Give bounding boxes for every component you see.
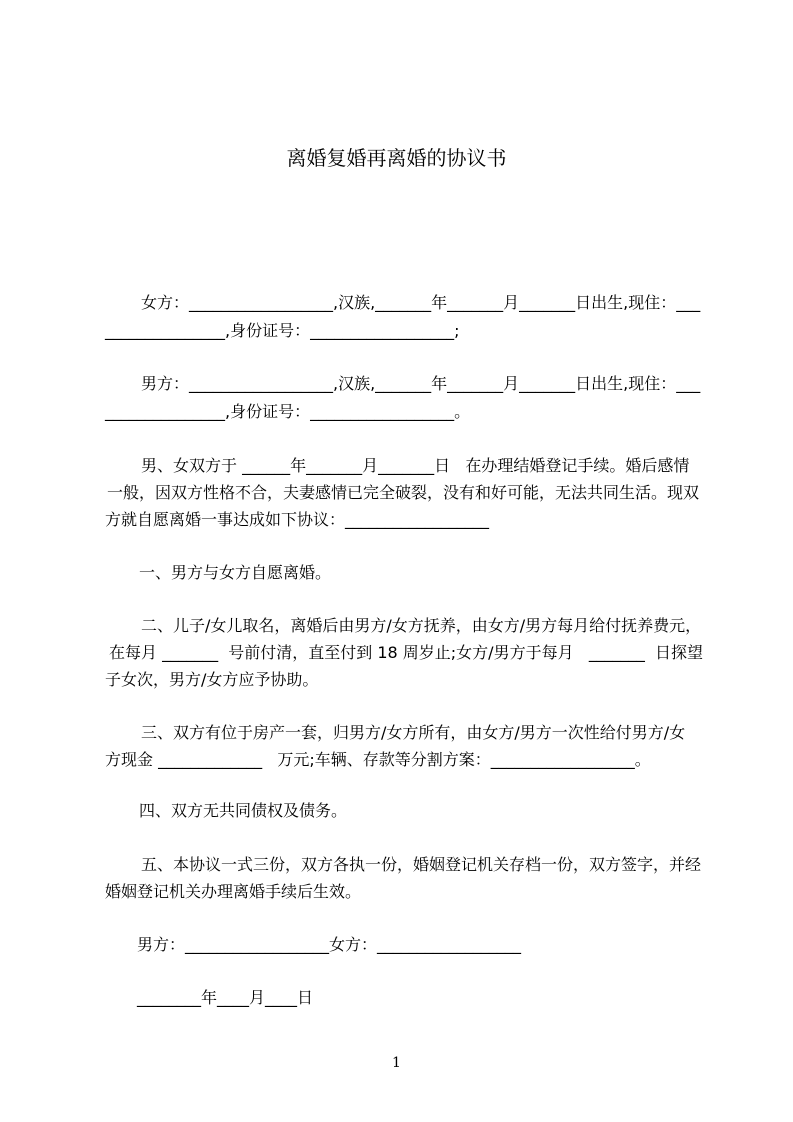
clause-4: 四、双方无共同债权及债务。 <box>139 801 348 820</box>
document-title: 离婚复婚再离婚的协议书 <box>286 146 507 170</box>
male-info-line1: 男方：__________________,汉族,_______年_______月_______日出生,现住：___ <box>141 374 701 393</box>
clause-1: 一、男方与女方自愿离婚。 <box>139 563 332 582</box>
female-info-line1: 女方：__________________,汉族,_______年_______月_______日出生,现住：___ <box>141 293 701 312</box>
clause-5-line2: 婚姻登记机关办理离婚手续后生效。 <box>105 882 362 901</box>
clause-5-line1: 五、本协议一式三份，双方各执一份，婚姻登记机关存档一份，双方签字，并经 <box>141 855 702 874</box>
page-number: 1 <box>392 1055 401 1071</box>
clause-3-line1: 三、双方有位于房产一套，归男方/女方所有，由女方/男方一次性给付男方/女 <box>141 723 686 742</box>
intro-line2: 一般，因双方性格不合，夫妻感情已完全破裂，没有和好可能，无法共同生活。现双 <box>107 483 700 502</box>
clause-2-line2: 在每月 _______ 号前付清，直至付到 18 周岁止;女方/男方于每月 _______ 日探望 <box>109 643 704 662</box>
clause-2-line1: 二、儿子/女儿取名，离婚后由男方/女方抚养，由女方/男方每月给付抚养费元， <box>141 616 702 635</box>
clause-3-line2: 方现金 _____________ 万元;车辆、存款等分割方案：__________________。 <box>105 750 651 769</box>
female-info-line2: _______________,身份证号：__________________; <box>105 321 460 340</box>
date-line: ________年____月____日 <box>137 988 314 1007</box>
male-info-line2: _______________,身份证号：__________________。 <box>105 402 471 421</box>
clause-2-line3: 子女次，男方/女方应予协助。 <box>105 670 319 689</box>
signature-line: 男方：__________________女方：__________________ <box>137 935 522 954</box>
intro-line1: 男、女双方于 ______年_______月_______日 在办理结婚登记手续。婚后感情 <box>141 456 690 475</box>
intro-line3: 方就自愿离婚一事达成如下协议：__________________ <box>105 510 490 529</box>
